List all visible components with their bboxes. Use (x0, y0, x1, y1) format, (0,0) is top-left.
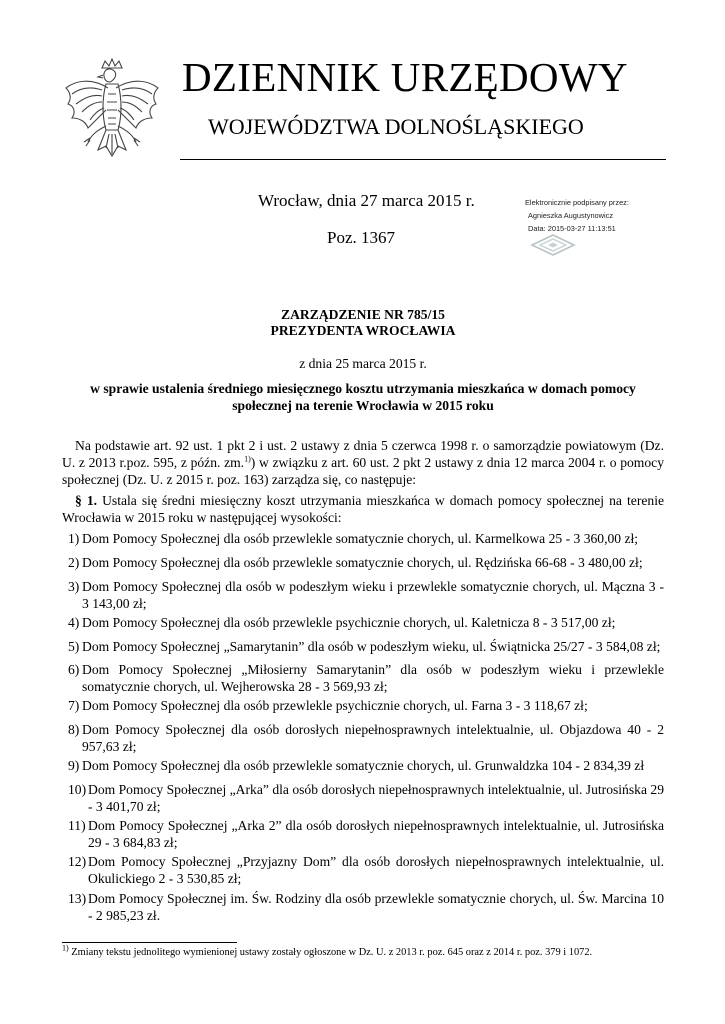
list-item (62, 614, 664, 631)
footnote-text: Zmiany tekstu jednolitego wymienionej ustawy zostały ogłoszone w Dz. U. z 2013 r. poz. 645 oraz z 2014 r. poz. 379 i 1072. (68, 947, 593, 958)
footnote-divider (62, 942, 237, 943)
list-item (62, 578, 664, 612)
list-item-text: Dom Pomocy Społecznej dla osób w podeszłym wieku i przewlekle somatycznie chorych, ul. Mączna 3 - 3 143,00 zł; (82, 579, 664, 611)
list-item (62, 757, 664, 774)
eagle-emblem-icon (62, 58, 162, 168)
list-item-text: Dom Pomocy Społecznej „Arka 2” dla osób dorosłych niepełnosprawnych intelektualnie, ul. Jutrosińska 29 - 3 684,83 zł; (88, 818, 664, 850)
signature-seal-icon (528, 233, 578, 257)
signature-date: Data: 2015-03-27 11:13:51 (528, 224, 616, 233)
journal-title: DZIENNIK URZĘDOWY (182, 54, 628, 100)
list-item-text: Dom Pomocy Społecznej „Samarytanin” dla osób w podeszłym wieku, ul. Świątnicka 25/27 - 3 584,08 zł; (82, 639, 661, 654)
list-item (62, 697, 664, 714)
list-item-text: Dom Pomocy Społecznej dla osób przewlekle somatycznie chorych, ul. Grunwaldzka 104 - 2 834,39 zł (82, 758, 645, 773)
list-item-number: 7) (68, 698, 80, 713)
preamble-text-b: ) w związku z art. 60 ust. 2 pkt 2 ustawy z dnia 12 marca 2004 r. o pomocy społecznej (Dz. U. z 2015 r. poz. 163) zarządza się, co następuje: (62, 455, 665, 487)
list-item-number: 2) (68, 555, 80, 570)
list-item (62, 781, 664, 815)
preamble-text-a: Na podstawie art. 92 ust. 1 pkt 2 i ust. 2 ustawy z dnia 5 czerwca 1998 r. o samorządzie powiatowym (Dz. U. z 2013 r.poz. 595, z późn. zm. (62, 438, 664, 470)
publication-date: Wrocław, dnia 27 marca 2015 r. (258, 191, 475, 210)
document-subject: w sprawie ustalenia średniego miesięcznego kosztu utrzymania mieszkańca w domach pomocy społecznej na terenie Wrocławia w 2015 roku (90, 381, 636, 413)
list-item-number: 5) (68, 639, 80, 654)
list-item-text: Dom Pomocy Społecznej „Arka” dla osób dorosłych niepełnosprawnych intelektualnie, ul. Jutrosińska 29 - 3 401,70 zł; (88, 782, 664, 814)
list-item-text: Dom Pomocy Społecznej „Przyjazny Dom” dla osób dorosłych niepełnosprawnych intelektualnie, ul. Okulickiego 2 - 3 530,85 zł; (88, 854, 664, 886)
list-item-number: 1) (68, 531, 80, 546)
list-item-number: 11) (68, 818, 86, 833)
list-item-number: 9) (68, 758, 80, 773)
signature-label: Elektronicznie podpisany przez: (525, 198, 629, 207)
journal-subtitle: WOJEWÓDZTWA DOLNOŚLĄSKIEGO (208, 114, 584, 139)
list-item (62, 530, 664, 547)
list-item-number: 13) (68, 891, 87, 906)
paragraph-1-text: Ustala się średni miesięczny koszt utrzymania mieszkańca w domach pomocy społecznej na terenie Wrocławia w 2015 roku w następującej wysokości: (62, 493, 664, 525)
list-item-text: Dom Pomocy Społecznej dla osób przewlekle psychicznie chorych, ul. Farna 3 - 3 118,67 zł; (82, 698, 588, 713)
document-date: z dnia 25 marca 2015 r. (299, 356, 427, 371)
list-item-text: Dom Pomocy Społecznej dla osób dorosłych niepełnosprawnych intelektualnie, ul. Objazdowa 40 - 2 957,63 zł; (82, 722, 664, 754)
list-item-text: Dom Pomocy Społecznej „Miłosierny Samarytanin” dla osób w podeszłym wieku i przewlekle somatycznie chorych, ul. Wejherowska 28 - 3 569,93 zł; (82, 662, 664, 694)
list-item-text: Dom Pomocy Społecznej dla osób przewlekle psychicznie chorych, ul. Kaletnicza 8 - 3 517,00 zł; (82, 615, 616, 630)
list-item (62, 638, 664, 655)
list-item-number: 3) (68, 579, 80, 594)
position-number: Poz. 1367 (327, 228, 395, 247)
electronic-signature (525, 196, 629, 235)
list-item (62, 890, 664, 924)
footnote-marker: 1) (62, 943, 69, 953)
list-item-text: Dom Pomocy Społecznej dla osób przewlekle somatycznie chorych, ul. Karmelkowa 25 - 3 360,00 zł; (82, 531, 639, 546)
list-item-number: 6) (68, 662, 80, 677)
list-item-number: 10) (68, 782, 87, 797)
preamble (62, 437, 664, 488)
paragraph-1-label: § 1. (75, 493, 98, 508)
list-item-text: Dom Pomocy Społecznej dla osób przewlekle somatycznie chorych, ul. Rędzińska 66-68 - 3 480,00 zł; (82, 555, 643, 570)
list-item-number: 12) (68, 854, 87, 869)
list-item (62, 554, 664, 571)
signature-signer: Agnieszka Augustynowicz (528, 211, 614, 220)
list-item-text: Dom Pomocy Społecznej im. Św. Rodziny dla osób przewlekle somatycznie chorych, ul. Św. Marcina 10 - 2 985,23 zł. (88, 891, 664, 923)
list-item-number: 8) (68, 722, 80, 737)
document-title-line1: ZARZĄDZENIE NR 785/15 (281, 307, 445, 322)
footnote (62, 943, 593, 958)
list-item-number: 4) (68, 615, 80, 630)
header-divider (180, 159, 666, 160)
document-title-line2: PREZYDENTA WROCŁAWIA (270, 323, 456, 338)
list-item (62, 721, 664, 755)
list-item (62, 661, 664, 695)
footnote-ref: 1) (244, 454, 251, 464)
list-item (62, 853, 664, 887)
paragraph-1 (62, 492, 664, 526)
list-item (62, 817, 664, 851)
